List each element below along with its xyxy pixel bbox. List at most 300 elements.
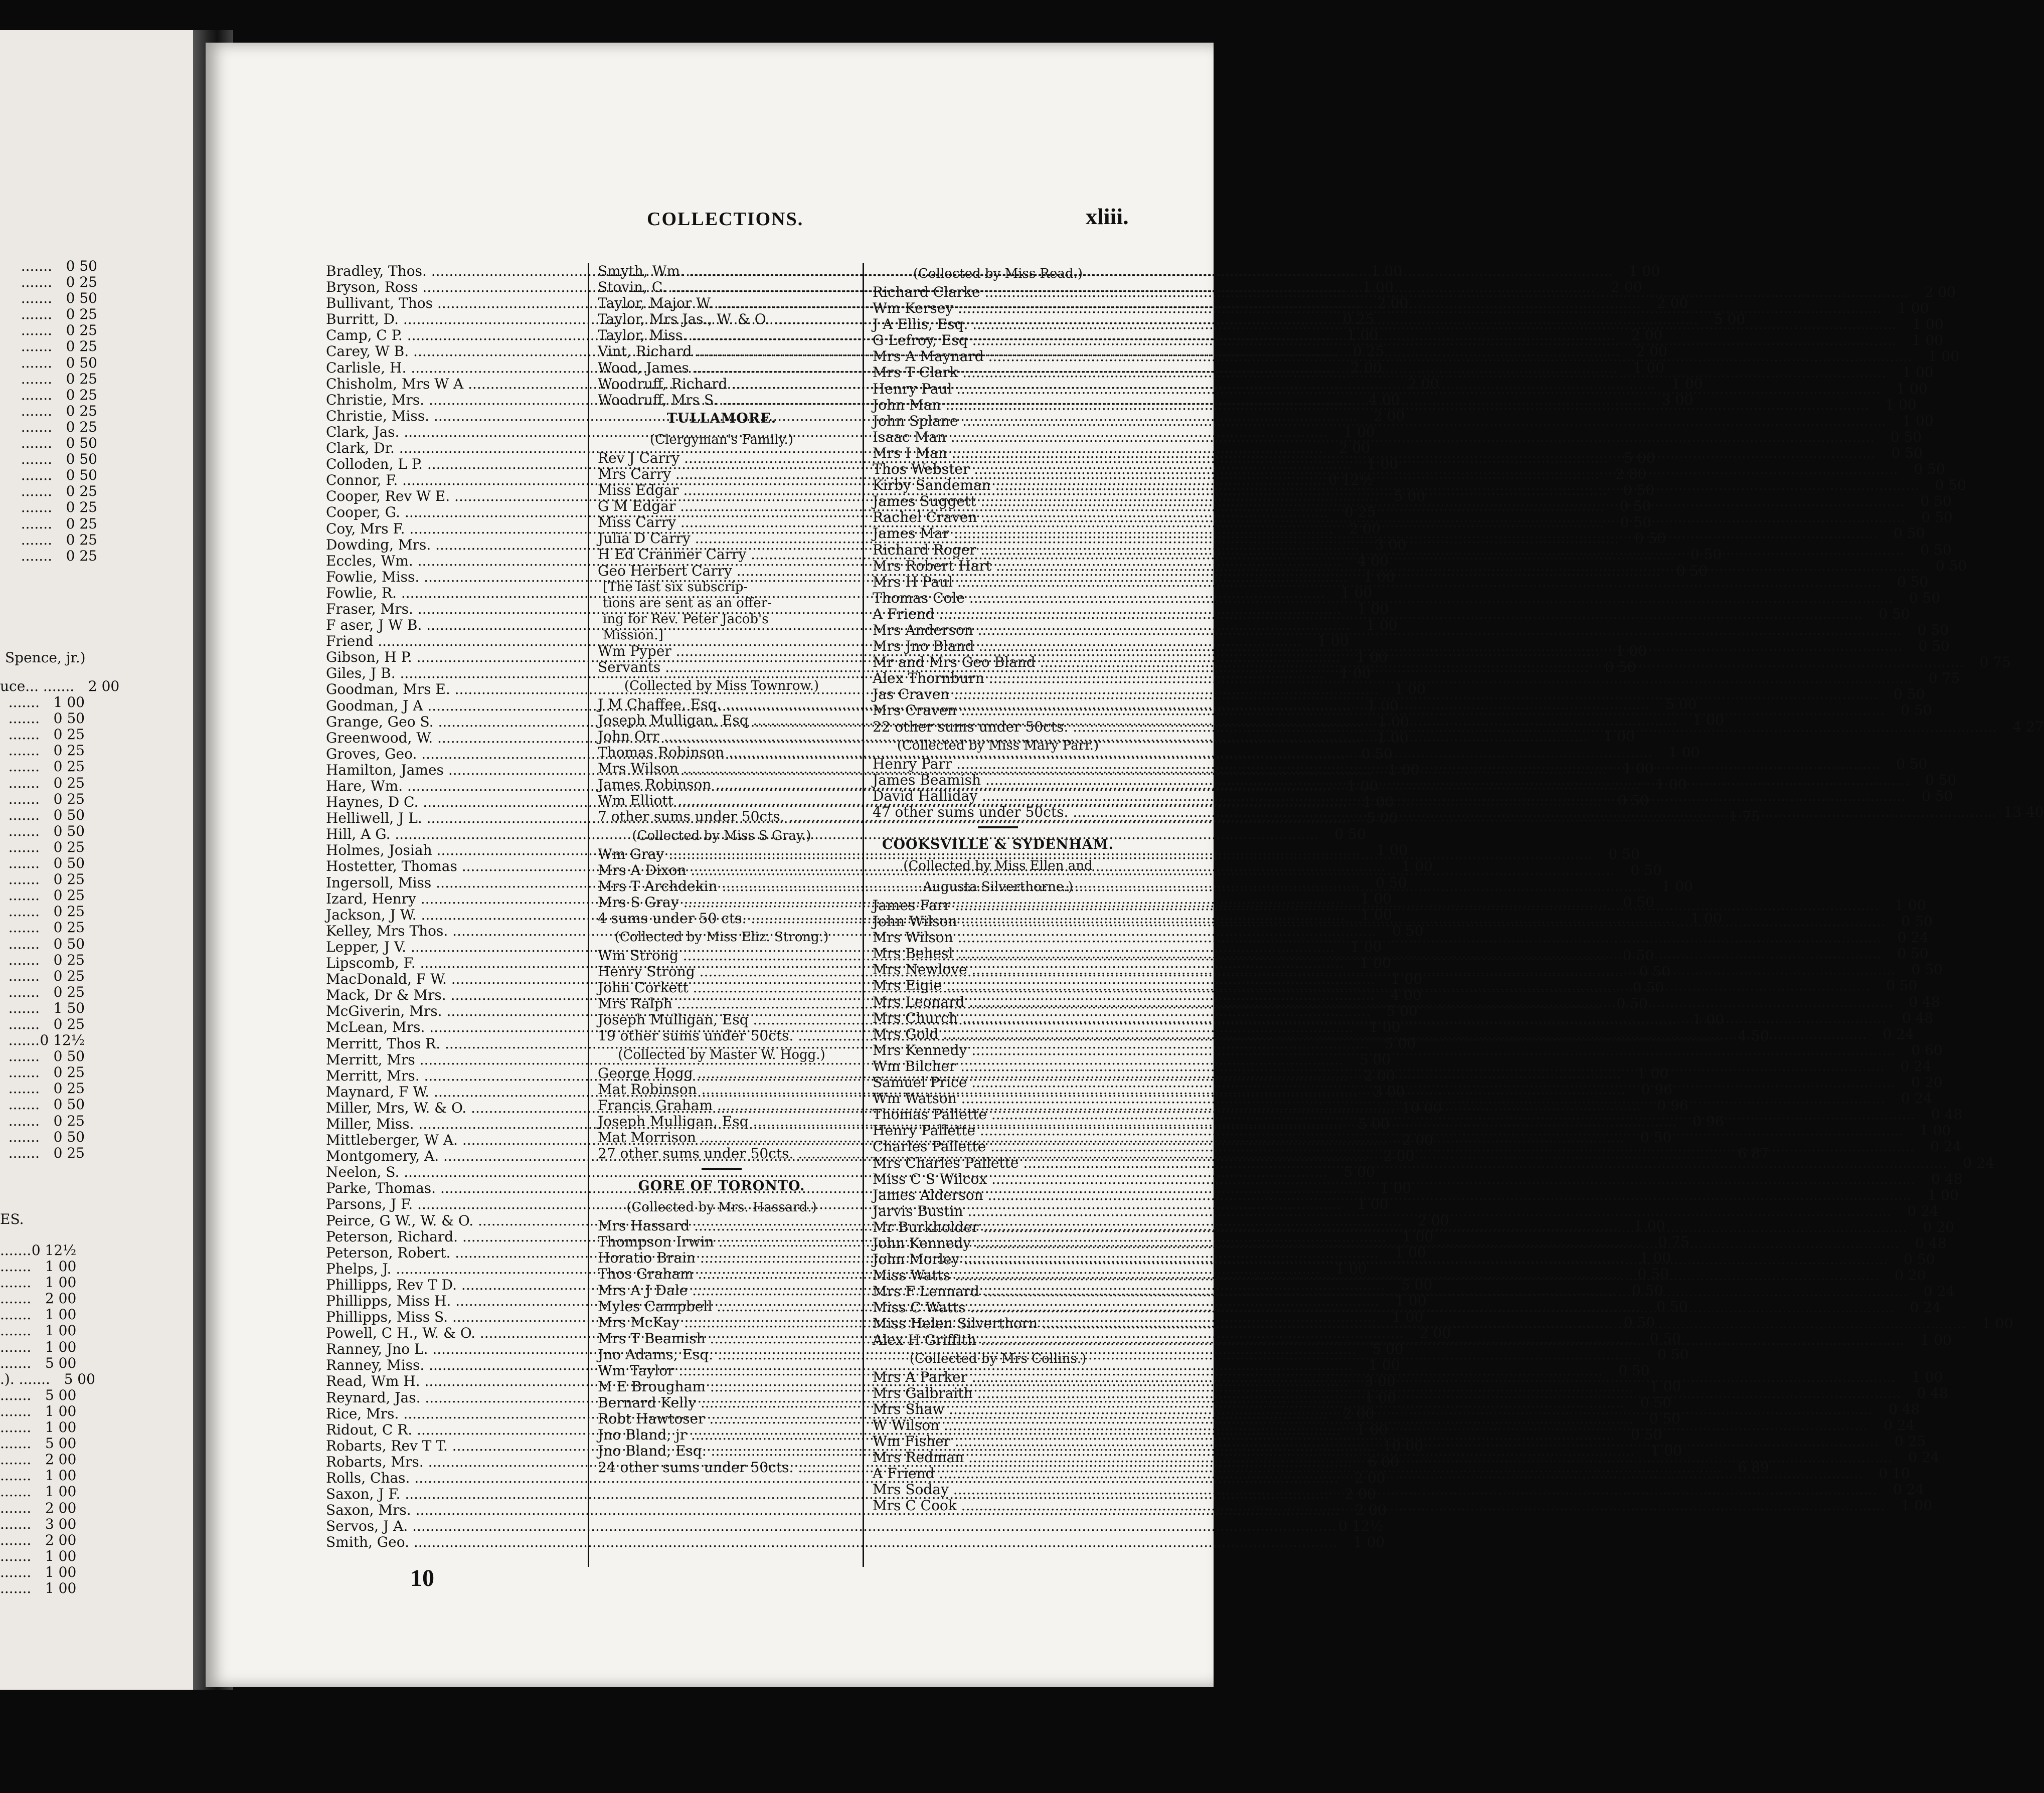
left-page-amount: 0 25 — [53, 951, 85, 968]
subscriber-name: James Robinson ..... — [598, 777, 1640, 793]
subscriber-name: Coy, Mrs F. ..... — [326, 521, 1333, 537]
page-number: 10 — [410, 1565, 434, 1591]
leader-dots: ....... — [0, 1435, 32, 1452]
left-page-row — [0, 371, 100, 387]
subscription-amount: 1 00 — [1982, 1315, 2013, 1332]
left-page-amount: 2 00 — [45, 1499, 77, 1516]
subscriber-name: Rolls, Chas. ..... — [326, 1470, 1338, 1486]
left-page-row — [0, 1563, 77, 1580]
collector-heading: Augusta Silverthorne.) — [923, 879, 1073, 894]
left-page-fragment — [0, 1064, 40, 1081]
subscription-amount: 1 00 — [1317, 633, 1349, 650]
left-page-fragment — [0, 1468, 31, 1484]
leader-dots: ....... — [0, 1242, 32, 1259]
subscription-amount: 0 50 — [1891, 444, 1923, 461]
section-heading: GORE OF TORONTO. — [638, 1178, 805, 1194]
subscription-amount: 1 00 — [1628, 263, 1660, 279]
subscriber-name: Fowlie, Miss. ..... — [326, 569, 1348, 585]
left-page-amount: 0 50 — [66, 290, 97, 307]
subscriber-name: Horatio Brain ..... — [598, 1250, 1624, 1266]
left-page-fragment — [0, 1580, 31, 1596]
left-page-amount: 0 25 — [66, 370, 97, 387]
left-page-fragment — [0, 467, 52, 483]
subscriber-name: Henry Paul ..... — [873, 381, 1881, 397]
leader-dots: ....... — [8, 1015, 40, 1032]
left-lower-heading: ES. — [0, 1211, 24, 1227]
left-page-amount: 1 00 — [45, 1274, 77, 1291]
leader-dots: ....... — [0, 1322, 32, 1339]
subscription-amount: 5 00 — [1386, 1003, 1418, 1020]
subscription-amount: 0 50 — [1622, 947, 1654, 964]
subscription-amount: 1 00 — [1898, 300, 1929, 317]
left-page-amount: 0 25 — [53, 919, 85, 936]
subscriber-name: John Orr ..... — [598, 729, 1588, 745]
left-page-amount: 0 25 — [53, 726, 85, 743]
leader-dots: ....... — [8, 887, 40, 904]
left-page-row — [0, 1354, 77, 1371]
left-page-row — [0, 516, 100, 532]
subscription-amount: 1 00 — [1360, 906, 1392, 923]
subscriber-name: Fowlie, R. ..... — [326, 585, 1325, 601]
leader-dots: ....... — [0, 1547, 32, 1564]
subscriber-name: Haynes, D C. ..... — [326, 794, 1347, 810]
left-page-row — [0, 451, 100, 467]
left-page-amount: 5 00 — [45, 1386, 77, 1403]
left-page-row — [0, 823, 88, 839]
subscription-amount: 1 00 — [1357, 1196, 1389, 1213]
left-page-fragment — [0, 532, 52, 548]
subscriber-name: Mrs Wilson ..... — [873, 930, 1882, 946]
subscriber-name: Miss C S Wilcox ..... — [873, 1171, 1915, 1187]
subscription-amount: 1 00 — [1378, 713, 1409, 730]
subscriber-name: Ingersoll, Miss ..... — [326, 875, 1360, 891]
subscriber-name: Bullivant, Thos ..... — [326, 295, 1361, 311]
leader-dots: ....... — [8, 806, 40, 823]
subscriber-name: J M Chaffee, Esq. ..... — [598, 696, 1650, 712]
subscriber-name: Mrs Anderson ..... — [873, 622, 1902, 638]
left-page-fragment — [0, 1564, 31, 1580]
subscriber-name: Chisholm, Mrs W A ..... — [326, 376, 1392, 392]
subscriber-name: Mrs H Paul ..... — [873, 574, 1881, 590]
subscriber-name: Joseph Mulligan, Esq ..... — [598, 1012, 1677, 1028]
subscription-amount: 1 00 — [1650, 1443, 1682, 1460]
left-page-amount: 0 50 — [53, 1048, 85, 1065]
leader-dots: ....... — [21, 418, 52, 435]
subscription-amount: 0 50 — [1896, 755, 1928, 772]
subscriber-name: Neelon, S. ..... — [326, 1164, 1328, 1180]
left-page-row — [0, 258, 100, 274]
left-page-fragment — [0, 274, 52, 290]
subscriber-name: Mrs T Clark ..... — [873, 365, 1887, 381]
subscription-amount: 3 00 — [1364, 1373, 1396, 1390]
subscription-amount: 0 50 — [1690, 546, 1722, 563]
left-page-amount: 5 00 — [45, 1354, 77, 1371]
subscription-amount: 5 00 — [1401, 1276, 1433, 1293]
left-page-fragment — [0, 952, 40, 968]
subscription-amount: 5 00 — [1366, 810, 1398, 827]
left-page-row — [0, 1547, 77, 1564]
left-page-row — [0, 727, 88, 743]
leader-dots: ....... — [39, 678, 75, 694]
subscription-amount: 0 12½ — [1328, 472, 1374, 489]
left-page-row — [0, 1000, 88, 1016]
subscriber-name: Taylor, Miss. ..... — [598, 327, 1615, 343]
subscriber-name: Myles Campbell ..... — [598, 1299, 1641, 1315]
subscriber-name: Thomas Pallette ..... — [873, 1107, 1915, 1123]
leader-dots: ....... — [8, 726, 40, 743]
left-page-amount: 1 00 — [45, 1563, 77, 1580]
subscriber-name: A Friend ..... — [873, 1466, 1863, 1482]
leader-dots: ....... — [8, 951, 40, 968]
left-page-amount: 0 25 — [66, 338, 97, 355]
subscription-amount: 0 50 — [1632, 1282, 1663, 1299]
left-page-row — [0, 1499, 77, 1516]
subscriber-name: Thos Graham ..... — [598, 1266, 1622, 1282]
left-page-fragment — [0, 1307, 31, 1323]
leader-dots: ....... — [21, 290, 52, 307]
subscription-amount: 0 24 — [1897, 929, 1929, 946]
left-page-amount: 0 25 — [53, 774, 85, 791]
subscriber-name: Geo Herbert Carry ..... — [598, 563, 1660, 579]
subscription-amount: 2 00 — [1343, 1405, 1375, 1422]
subscriber-name: Lipscomb, F. ..... — [326, 955, 1344, 971]
subscriber-name: Powell, C H., W. & O. ..... — [326, 1325, 1404, 1341]
left-page-row — [0, 1064, 88, 1081]
subscriber-name: Jno Bland, jr ..... — [598, 1427, 1615, 1443]
left-page-row — [0, 467, 100, 483]
subscriber-name: Rachel Craven ..... — [873, 509, 1906, 525]
subscriber-name: Cooper, Rev W E. ..... — [326, 488, 1378, 504]
left-page-fragment — [0, 1097, 40, 1113]
subscription-amount: 0 24 — [1963, 1154, 1994, 1171]
subscriber-name: John Corkett ..... — [598, 980, 1617, 996]
left-page-amount: 1 00 — [45, 1306, 77, 1323]
subscriber-name: Cooper, G. ..... — [326, 504, 1328, 520]
subscription-amount: 0 24 — [1930, 1138, 1962, 1155]
left-page-row — [0, 887, 88, 904]
left-page-fragment — [0, 1387, 31, 1403]
leader-dots: ....... — [21, 515, 52, 532]
subscription-amount: 0 75 — [1928, 670, 1960, 687]
subscriber-name: Thomas Robinson ..... — [598, 745, 1652, 761]
left-page-row — [0, 1113, 88, 1129]
subscriber-name: John Kennedy ..... — [873, 1235, 1899, 1251]
subscription-amount: 0 50 — [1640, 1394, 1672, 1411]
subscriber-name: Bryson, Ross ..... — [326, 279, 1346, 295]
subscription-amount: 0 96 — [1657, 1097, 1688, 1114]
subscriber-name: David Halliday ..... — [873, 788, 1906, 804]
left-page-amount: 2 00 — [45, 1290, 77, 1307]
left-page-row — [0, 355, 100, 371]
subscription-amount: 0 24 — [1908, 1449, 1940, 1466]
subscriber-name: Mrs Ralph ..... — [598, 996, 1601, 1012]
left-page-fragment — [0, 710, 40, 727]
subscriber-name: Servos, J A. ..... — [326, 1518, 1336, 1534]
subscription-row — [873, 1186, 1959, 1203]
subscriber-name: Wm Gray ..... — [598, 846, 1593, 862]
subscriber-name: Kelley, Mrs Thos. ..... — [326, 923, 1377, 939]
subscriber-name: Wm Strong ..... — [598, 948, 1607, 964]
left-page-row — [0, 1386, 77, 1403]
subscriber-name: Wm Elliott ..... — [598, 793, 1602, 809]
subscriber-name: Francis Graham ..... — [598, 1098, 1641, 1114]
left-page-amount: 5 00 — [64, 1370, 95, 1387]
subscriber-name: James Beamish ..... — [873, 772, 1909, 788]
subscriber-name: Merritt, Mrs ..... — [326, 1052, 1343, 1068]
subscription-amount: 0 50 — [1620, 514, 1652, 531]
subscription-amount: 2 00 — [1354, 1470, 1386, 1487]
leader-dots: ....... — [8, 983, 40, 1000]
left-page-row — [0, 775, 88, 791]
subscription-amount: 1 00 — [1919, 1122, 1951, 1139]
left-page-amount: 0 25 — [66, 547, 97, 564]
left-page-amount: 0 25 — [53, 967, 85, 984]
subscriber-name: Reynard, Jas. ..... — [326, 1390, 1349, 1406]
subscription-amount: 1 00 — [1911, 1368, 1943, 1385]
subscriber-name: Ranney, Miss. ..... — [326, 1357, 1353, 1373]
subscriber-name: Ridout, C R. ..... — [326, 1422, 1341, 1438]
subscription-amount: 0 24 — [1884, 1416, 1915, 1433]
subscriber-name: 24 other sums under 50cts. ..... — [598, 1460, 1722, 1476]
leader-dots: ....... — [8, 1048, 40, 1065]
subscriber-name: Friend ..... — [326, 633, 1302, 649]
subscriber-name: Wm Bilcher ..... — [873, 1058, 1885, 1074]
left-page-row — [0, 920, 88, 936]
subscription-amount: 1 00 — [1360, 890, 1392, 907]
leader-dots: ....... — [8, 1064, 40, 1081]
subscription-amount: 0 48 — [1917, 1384, 1948, 1401]
subscription-amount: 10 00 — [1383, 1437, 1424, 1454]
subscriber-name: Grange, Geo S. ..... — [326, 714, 1362, 730]
left-page-amount: 2 00 — [45, 1451, 77, 1468]
left-page-row — [0, 968, 88, 984]
subscriber-name: Merritt, Mrs. ..... — [326, 1068, 1348, 1084]
collector-heading: (Collected by Miss Eliz. Strong.) — [614, 930, 829, 945]
subscription-amount: 1 00 — [1692, 711, 1724, 729]
left-page-amount: 0 25 — [66, 322, 97, 339]
subscription-amount: 0 50 — [1618, 1362, 1650, 1379]
subscriber-name: Carey, W B. ..... — [326, 343, 1337, 360]
left-page-amount: 0 50 — [53, 710, 85, 727]
left-page-fragment — [0, 1532, 31, 1548]
subscription-amount: 1 00 — [1902, 364, 1934, 381]
left-page-row — [0, 1097, 88, 1113]
left-page-amount: 0 25 — [53, 871, 85, 888]
subscriber-name: Mrs T Archdekin ..... — [598, 878, 1646, 894]
subscriber-name: Mrs Newlove ..... — [873, 962, 1896, 978]
leader-dots: ....... — [0, 1579, 32, 1596]
leader-dots: ....... — [8, 935, 40, 952]
subscriber-name: Mr Burkholder ..... — [873, 1219, 1907, 1235]
subscription-amount: 2 00 — [1373, 407, 1405, 424]
subscription-amount: 1 00 — [1920, 1331, 1952, 1348]
left-page-fragment — [0, 839, 40, 855]
subscriber-name: Mrs T Beamish ..... — [598, 1331, 1634, 1347]
subscription-amount: 0 24 — [1923, 1283, 1955, 1300]
left-page-amount: 0 25 — [66, 499, 97, 516]
subscription-amount: 1 00 — [1359, 955, 1391, 972]
subscription-amount: 1 00 — [1353, 1534, 1385, 1551]
left-page-fragment — [0, 1291, 31, 1307]
left-page-row — [0, 1322, 77, 1339]
left-page-amount: 0 25 — [53, 1144, 85, 1161]
left-page-amount: 0 50 — [66, 354, 97, 371]
subscription-amount: 1 00 — [1346, 327, 1379, 344]
subscriber-name: Saxon, Mrs. ..... — [326, 1502, 1339, 1518]
subscription-amount: 0 48 — [1889, 1400, 1920, 1417]
subscription-amount: 1 00 — [1622, 760, 1654, 777]
subscription-amount: 2 00 — [1611, 279, 1642, 296]
subscriber-name: Joseph Mulligan, Esq ..... — [598, 712, 1677, 729]
subscriber-name: Robt Hawtoser ..... — [598, 1411, 1633, 1427]
left-page-row — [0, 984, 88, 1000]
left-page-row — [0, 791, 88, 807]
subscription-amount: 2 00 — [1631, 327, 1663, 344]
left-facing-page — [0, 30, 193, 1690]
subscriber-name: Hare, Wm. ..... — [326, 778, 1331, 794]
subscription-amount: 1 00 — [1655, 776, 1687, 793]
subscriber-name: 7 other sums under 50cts. ..... — [598, 809, 1713, 825]
left-page-row — [0, 855, 88, 871]
subscription-amount: 4 27 — [2012, 718, 2044, 735]
left-page-row — [0, 403, 100, 419]
subscription-amount: 1 00 — [1391, 971, 1423, 988]
left-page-amount: 0 50 — [53, 855, 85, 872]
left-mid-heading: Spence, jr.) — [5, 649, 86, 666]
left-page-amount: 0 25 — [66, 386, 97, 403]
subscriber-name: Mrs Galbraith ..... — [873, 1385, 1901, 1401]
subscription-amount: 2 00 — [1636, 343, 1667, 360]
subscription-amount: 0 50 — [1890, 428, 1922, 445]
subscriber-name: Kirby Sandeman ..... — [873, 477, 1919, 493]
subscription-amount: 0 50 — [1935, 557, 1967, 574]
column-divider-1 — [588, 263, 589, 1567]
subscription-amount: 1 00 — [1364, 568, 1395, 585]
subscription-amount: 0 12½ — [1338, 1518, 1384, 1535]
subscription-amount: 0 24 — [1907, 1202, 1939, 1219]
subscriber-name: Mrs A Maynard ..... — [873, 348, 1912, 365]
subscriber-name: Isaac Man ..... — [873, 429, 1875, 445]
subscriber-name: Greenwood, W. ..... — [326, 730, 1361, 746]
subscription-amount: 1 00 — [1367, 456, 1399, 473]
subscription-amount: 1 00 — [1637, 1064, 1668, 1082]
leader-dots: ....... — [8, 774, 40, 791]
subscription-amount: 0 50 — [1376, 874, 1407, 891]
leader-dots: ....... — [8, 1128, 40, 1145]
leader-dots: ....... — [21, 435, 52, 452]
left-page-row — [0, 419, 100, 435]
leader-dots: ....... — [8, 919, 40, 936]
subscriber-name: Wm Fisher ..... — [873, 1433, 1879, 1450]
left-page-amount: 0 50 — [53, 1128, 85, 1145]
subscription-amount: 0 50 — [1897, 945, 1929, 962]
subscriber-name: Christie, Miss. ..... — [326, 408, 1357, 424]
leader-dots: ....... — [21, 338, 52, 355]
subscription-amount: 3 00 — [1374, 1083, 1405, 1100]
subscription-amount: 0 75 — [1658, 1233, 1689, 1250]
subscription-amount: 0 50 — [1334, 826, 1366, 843]
subscriber-name: Mat Morrison ..... — [598, 1130, 1624, 1146]
subscription-amount: 4 00 — [1369, 391, 1400, 408]
subscription-amount: 0 50 — [1914, 461, 1945, 478]
subscription-amount: 1 00 — [1401, 858, 1433, 875]
subscriber-name: Goodman, Mrs E. ..... — [326, 681, 1379, 697]
subscriber-name: Groves, Geo. ..... — [326, 746, 1345, 762]
left-page-fragment: .). ....... — [0, 1370, 50, 1387]
subscription-amount: 6 89 — [1738, 1459, 1769, 1476]
subscriber-name: F aser, J W B. ..... — [326, 617, 1350, 633]
subscriber-name: Miss Carry ..... — [598, 514, 1604, 530]
left-page-fragment — [0, 435, 52, 451]
subscription-amount: 0 24 — [1883, 1025, 1914, 1042]
subscription-amount: 1 00 — [1347, 778, 1379, 794]
subscriber-name: Wm Pyper ..... — [598, 643, 1600, 659]
subscriber-name: James Suggett ..... — [873, 493, 1905, 509]
subscriber-name: Miss Helen Silverthorn ..... — [873, 1316, 1966, 1332]
subscriber-name: Phillipps, Rev T D. ..... — [326, 1277, 1385, 1293]
subscriber-name: Miss Watts ..... — [873, 1268, 1879, 1284]
subscription-amount: 1 00 — [1690, 910, 1722, 927]
subscriber-name: M E Brougham ..... — [598, 1379, 1634, 1395]
left-page-row — [0, 904, 88, 920]
subscriber-name: Miss Edgar ..... — [598, 482, 1607, 498]
leader-dots: ....... — [0, 1258, 32, 1275]
subscriber-name: Mrs A Dixon ..... — [598, 862, 1615, 878]
subscription-amount: 0 50 — [1911, 961, 1943, 978]
subscriber-name: Goodman, J A ..... — [326, 698, 1351, 714]
left-page-fragment — [0, 1484, 31, 1500]
leader-dots: ....... — [8, 742, 40, 759]
subscriber-name: Taylor, Major W. ..... — [598, 295, 1641, 311]
collector-heading: (Collected by Miss S Gray.) — [632, 828, 811, 843]
subscription-amount: 0 20 — [1895, 1267, 1926, 1284]
section-rule — [873, 820, 1123, 834]
subscriber-name: Parke, Thomas. ..... — [326, 1180, 1364, 1196]
left-page-row — [0, 1048, 88, 1064]
subscriber-name: Mrs Shaw ..... — [873, 1401, 1872, 1417]
column-divider-2 — [863, 263, 864, 1567]
subscription-amount: 0 25 — [1894, 1433, 1926, 1450]
left-page-row — [0, 1258, 77, 1275]
subscriber-name: Henry Parr ..... — [873, 756, 1880, 772]
leader-dots: ....... — [0, 1306, 32, 1323]
left-page-amount: 0 50 — [53, 1096, 85, 1113]
left-page-amount: 1 00 — [53, 694, 85, 711]
subscriber-name: Mrs Carry ..... — [598, 466, 1599, 482]
left-page-fragment — [0, 1500, 31, 1516]
left-page-fragment — [0, 1548, 31, 1564]
subscriber-name: Mrs I Man ..... — [873, 445, 1876, 461]
subscriber-name: Phillipps, Miss S. ..... — [326, 1309, 1376, 1325]
subscription-amount: 0 50 — [1361, 745, 1393, 762]
subscriber-name: Miller, Miss. ..... — [326, 1116, 1342, 1132]
subscriber-name: Mrs Behesl ..... — [873, 946, 1882, 962]
subscriber-name: Charles Pallette ..... — [873, 1139, 1914, 1155]
subscription-amount: 0 24 — [1900, 1057, 1932, 1074]
left-page-fragment — [0, 1000, 40, 1016]
left-page-amount: 0 12½ — [31, 1242, 77, 1259]
subscription-amount: 2 00 — [1344, 1486, 1376, 1503]
subscription-amount: 5 00 — [1372, 1341, 1404, 1358]
left-page-row — [0, 1515, 77, 1532]
subscriber-name: Phillipps, Miss H. ..... — [326, 1293, 1380, 1309]
left-page-fragment — [0, 759, 40, 775]
subscriber-name: MacDonald, F W. ..... — [326, 971, 1375, 987]
leader-dots: ....... — [8, 822, 40, 839]
subscriber-name: Clark, Dr. ..... — [326, 440, 1323, 456]
subscriber-name: G Lefroy, Esq ..... — [873, 332, 1896, 348]
subscriber-name: 27 other sums under 50cts. ..... — [598, 1146, 1722, 1162]
